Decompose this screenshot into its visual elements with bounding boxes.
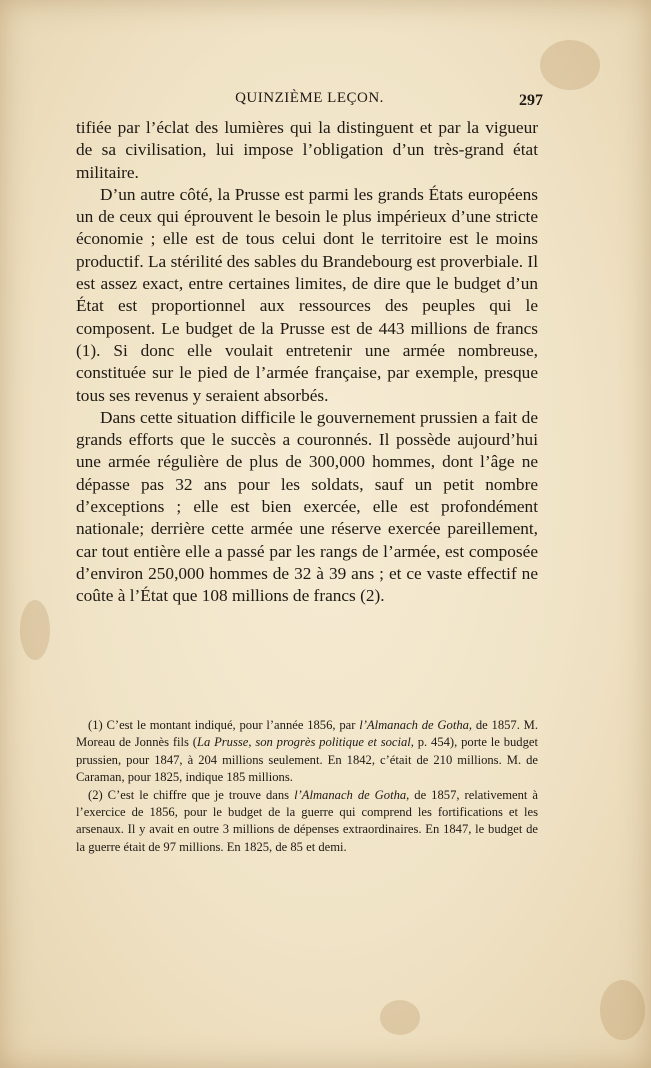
footnote-text: de 1857. M. Moreau de Jonnès fils ( xyxy=(76,718,538,750)
footnote-text: p. 454), porte le budget prussien, pour 1847, à 204 millions seulement. En 1842, c’était de 210 millions. M. de Caraman, pour 1825, indique 185 millions. xyxy=(76,735,538,785)
footnote-italic: l’Almanach de Gotha, xyxy=(294,787,410,802)
footnote-text: de 1857, relativement à l’exercice de 1856, pour le budget de la guerre qui comprend les fortifications et les arsenaux. Il y avait en outre 3 millions de dépenses extraordinaires. En 1847, le budget de la guerre était de 97 millions. En 1825, de 85 et demi. xyxy=(76,787,539,854)
footnote-italic: l’Almanach de Gotha, xyxy=(359,718,473,732)
footnote-italic: La Prusse, son progrès politique et social, xyxy=(196,735,414,750)
footnote-1 xyxy=(76,717,538,787)
page-header xyxy=(76,90,543,112)
paragraph: D’un autre côté, la Prusse est parmi les grands États européens un de ceux qui éprouvent le besoin le plus impérieux d’une stricte économie ; elle est de tous celui dont le territoire est le moins productif. La stérilité des sables du Brandebourg est proverbiale. Il est assez exact, entre certaines limites, de dire que le budget d’un État est proportionnel aux ressources des peuples qui le composent. Le budget de la Prusse est de 443 millions de francs (1). Si donc elle voulait entretenir une armée nombreuse, constituée sur le pied de l’armée française, par exemple, presque tous ses revenus y seraient absorbés. xyxy=(76,184,538,405)
page-number: 297 xyxy=(519,92,543,109)
main-text xyxy=(76,117,538,608)
foxing-spot xyxy=(380,1000,420,1035)
footnote-2 xyxy=(76,787,538,857)
foxing-spot xyxy=(20,600,50,660)
foxing-spot xyxy=(540,40,600,90)
paragraph: Dans cette situation difficile le gouvernement prussien a fait de grands efforts que le succès a couronnés. Il possède aujourd’hui une armée régulière de plus de 300,000 hommes, dont l’âge ne dépasse pas 32 ans pour les soldats, sauf un petit nombre d’exceptions ; elle est bien exercée, elle est profondément nationale; derrière cette armée une réserve exercée pareillement, car tout entière elle a passé par les rangs de l’armée, est composée d’environ 250,000 hommes de 32 à 39 ans ; et ce vaste effectif ne coûte à l’État que 108 millions de francs (2). xyxy=(76,407,538,606)
footnote-text: (2) C’est le chiffre que je trouve dans xyxy=(88,787,295,802)
footnote-text: (1) C’est le montant indiqué, pour l’année 1856, par xyxy=(88,718,360,732)
paragraph: tifiée par l’éclat des lumières qui la distinguent et par la vigueur de sa civilisation, lui impose l’obligation d’un très-grand état militaire. xyxy=(76,118,538,182)
footnotes xyxy=(76,717,538,856)
running-head: QUINZIÈME LEÇON. xyxy=(235,90,384,106)
foxing-spot xyxy=(600,980,645,1040)
